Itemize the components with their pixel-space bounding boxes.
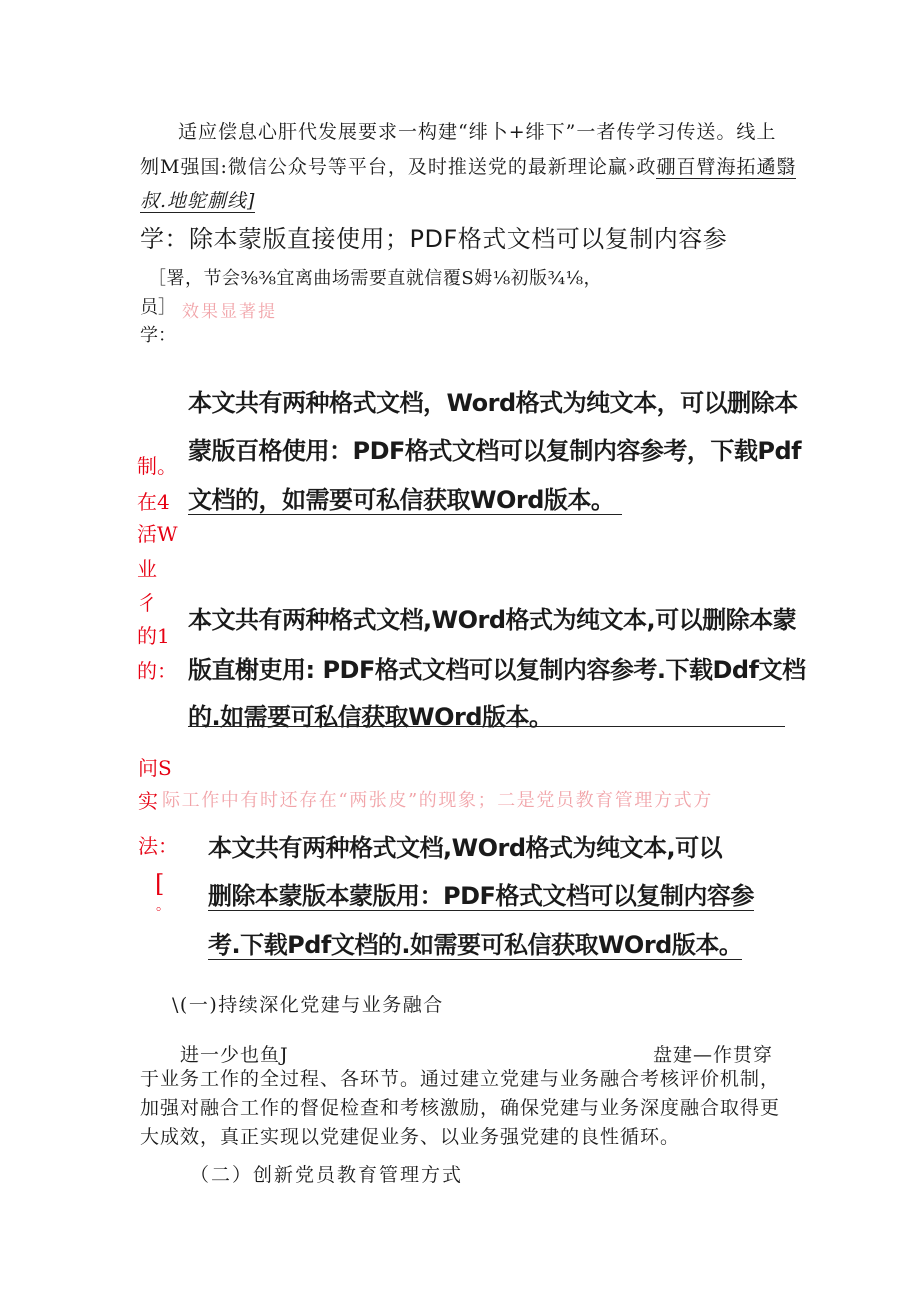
- top-para-line3: [140, 186, 255, 213]
- side-red-5: 彳: [137, 591, 157, 615]
- section1-line4: 大成效，真正实现以党建促业务、以业务强党建的良性循环。: [140, 1126, 681, 1148]
- notice3-line3-text: 考.下载Pdf文档的.如需要可私信获取WOrd版本。: [208, 931, 743, 959]
- side-red-7: 的：: [137, 659, 177, 683]
- notice3-line2-text: 删除本蒙版本蒙版用：PDF格式文档可以复制内容参: [208, 882, 754, 910]
- section1-line1a: 进一少也鱼J: [180, 1044, 289, 1066]
- section1-line2: 于业务工作的全过程、各环节。通过建立党建与业务融合考核评价机制，: [140, 1068, 781, 1090]
- notice1-line3-text: 文档的，如需要可私信获取WOrd版本。: [188, 486, 622, 515]
- side-red-2: 在4: [137, 490, 170, 514]
- top-para-line2: [140, 152, 796, 179]
- side-red-6: 的1: [137, 624, 170, 648]
- notice1-line2: 蒙版百格使用：PDF格式文档可以复制内容参考，下载Pdf: [188, 437, 802, 465]
- side-red-1: 制。: [137, 454, 177, 478]
- section1-line3: 加强对融合工作的督促检查和考核激励，确保党建与业务深度融合取得更: [140, 1097, 781, 1119]
- notice2-line2: 版直榭吏用: PDF格式文档可以复制内容参考.下载Ddf文档: [188, 656, 806, 684]
- garble-line: ［署，节会⅜⅜宜离曲场需要直就信覆S姆⅛初版¾⅛，: [148, 268, 603, 289]
- red-bracket: [: [155, 870, 165, 898]
- top-para-line3-text: 叔.地鸵蒯线]: [140, 190, 256, 212]
- notice3-line2: [208, 876, 754, 911]
- side-red-3: 活W: [137, 522, 178, 546]
- notice2-line1: 本文共有两种格式文档,WOrd格式为纯文本,可以删除本蒙: [188, 606, 797, 634]
- red-real: 实: [138, 789, 158, 813]
- top-para-line1: 适应偿息心肝代发展要求一构建“绯卜+绯下”一者传学习传送。线上: [178, 121, 777, 143]
- notice2-line3: 的.如需要可私信获取WOrd版本。: [188, 703, 553, 731]
- top-para-line2a: 刎M强国:微信公众号等平台，及时推送党的最新理论赢›政: [140, 156, 657, 178]
- notice1-line3: [188, 480, 622, 515]
- heading-learn: 学：除本蒙版直接使用；PDF格式文档可以复制内容参: [140, 225, 728, 253]
- notice2-underline: [188, 726, 785, 727]
- section2-title: （二）创新党员教育管理方式: [190, 1164, 464, 1186]
- red-method: 法：: [138, 834, 178, 858]
- top-para-line2b: 硼百臂海拓遹翳: [656, 156, 797, 178]
- notice3-line3: [208, 925, 742, 960]
- side-red-4: 业: [137, 557, 157, 581]
- faded-text-1: 效果显著提: [182, 302, 277, 322]
- red-dot: 。: [156, 898, 170, 914]
- notice3-line1: 本文共有两种格式文档,WOrd格式为纯文本,可以: [208, 834, 723, 862]
- learn-label: 学：: [140, 325, 176, 346]
- red-ask: 问S: [138, 756, 172, 780]
- faded-text-2: 际工作中有时还存在“两张皮”的现象；二是党员教育管理方式方: [162, 790, 713, 811]
- section1-title: \(一)持续深化党建与业务融合: [172, 994, 444, 1016]
- section1-line1b: 盘建—作贯穿: [653, 1044, 774, 1066]
- member-label: 员］: [140, 297, 176, 318]
- notice1-line1: 本文共有两种格式文档，Word格式为纯文本，可以删除本: [188, 389, 798, 417]
